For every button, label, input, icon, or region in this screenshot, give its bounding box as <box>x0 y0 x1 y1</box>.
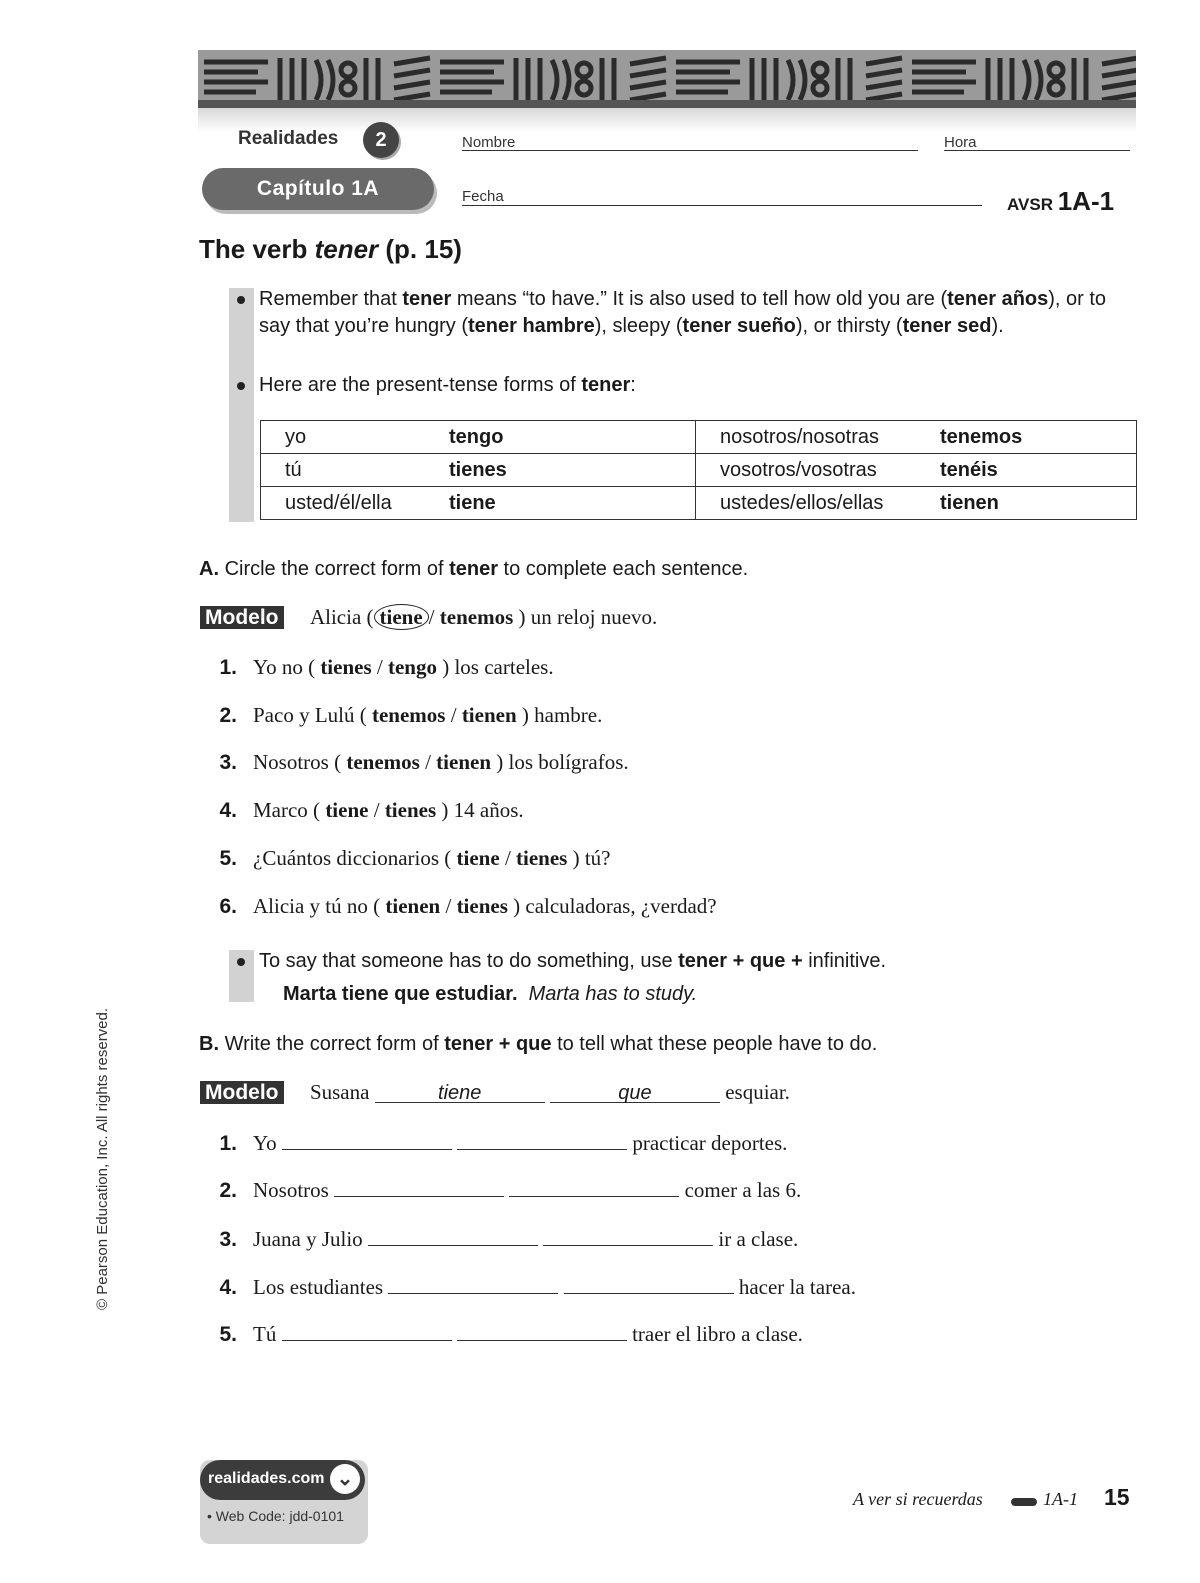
title-text: The verb <box>199 234 315 264</box>
title-verb: tener <box>314 234 379 264</box>
chevron-down-icon: ⌄ <box>330 1464 360 1494</box>
answer-blank[interactable] <box>543 1225 713 1246</box>
exercise-item: 2. Paco y Lulú ( tenemos / tienen ) hambre. <box>207 703 602 728</box>
conjugation-row <box>261 487 1137 520</box>
pronoun: ustedes/ellos/ellas <box>696 487 941 520</box>
item-number: 3. <box>219 1228 237 1251</box>
series-name: Realidades <box>238 128 339 149</box>
verb-form: tienen <box>940 487 1137 520</box>
answer-blank[interactable] <box>457 1320 627 1341</box>
item-number: 2. <box>219 1179 237 1202</box>
pronoun: yo <box>261 421 450 454</box>
item-number: 5. <box>219 1323 237 1346</box>
answer-blank[interactable] <box>509 1176 679 1197</box>
item-number: 1. <box>219 1132 237 1155</box>
exercise-item: 4. Los estudiantes hacer la tarea. <box>207 1273 856 1300</box>
web-code: • Web Code: jdd-0101 <box>207 1508 344 1524</box>
item-number: 4. <box>219 1276 237 1299</box>
modelo-label: Modelo <box>200 606 284 629</box>
chapter-badge: Capítulo 1A <box>202 168 434 210</box>
verb-form: tienes <box>449 454 696 487</box>
footer-section-code: 1A-1 <box>1043 1489 1078 1509</box>
exercise-item: 4. Marco ( tiene / tienes ) 14 años. <box>207 798 524 823</box>
exercise-item: 5. ¿Cuántos diccionarios ( tiene / tienes ) tú? <box>207 846 611 871</box>
item-number: 4. <box>219 799 237 822</box>
item-number: 3. <box>219 751 237 774</box>
choice-option[interactable]: tienen <box>461 703 517 727</box>
intro-bullet-1: Remember that tener means “to have.” It is also used to tell how old you are (tener años), or to say that you’re hungry (tener hambre), sleepy (tener sueño), or thirsty (tener sed). <box>259 288 1107 337</box>
exercise-item: 2. Nosotros comer a las 6. <box>207 1176 801 1203</box>
activity-code-number: 1A-1 <box>1057 186 1115 216</box>
note-sidebar <box>229 288 254 522</box>
pronoun: nosotros/nosotras <box>696 421 941 454</box>
conjugation-row <box>261 421 1137 454</box>
answer-blank[interactable] <box>457 1129 627 1150</box>
hora-label: Hora <box>944 134 977 151</box>
page-title <box>199 234 462 265</box>
exercise-item: 3. Nosotros ( tenemos / tienen ) los bolígrafos. <box>207 750 629 775</box>
answer-blank[interactable] <box>564 1273 734 1294</box>
fecha-label: Fecha <box>462 188 504 205</box>
hora-field[interactable] <box>944 150 1130 151</box>
answer-blank[interactable] <box>334 1176 504 1197</box>
exercise-item: 5. Tú traer el libro a clase. <box>207 1320 803 1347</box>
exercise-item: 1. Yo no ( tienes / tengo ) los carteles. <box>207 655 554 680</box>
conjugation-table <box>260 420 1137 520</box>
choice-option[interactable]: tenemos <box>371 703 446 727</box>
choice-option[interactable]: tienes <box>320 655 372 679</box>
page-number: 15 <box>1104 1484 1130 1510</box>
tener-que-note: To say that someone has to do something, use tener + que + infinitive. <box>259 950 887 972</box>
section-b-instructions: B. Write the correct form of tener + que to tell what these people have to do. <box>199 1033 878 1055</box>
item-number: 6. <box>219 895 237 918</box>
banner-fade <box>198 108 1136 132</box>
choice-option[interactable]: tienes <box>456 894 508 918</box>
item-number: 5. <box>219 847 237 870</box>
bullet-icon <box>237 296 245 304</box>
choice-option[interactable]: tiene <box>325 798 369 822</box>
verb-form: tiene <box>449 487 696 520</box>
intro-bullet-2: Here are the present-tense forms of tener: <box>259 374 636 396</box>
website-link[interactable] <box>200 1460 365 1500</box>
nombre-field[interactable] <box>462 150 918 151</box>
choice-option[interactable]: tengo <box>387 655 437 679</box>
verb-form: tengo <box>449 421 696 454</box>
title-page: (p. 15) <box>378 234 462 264</box>
pronoun: vosotros/vosotras <box>696 454 941 487</box>
fecha-field[interactable] <box>462 205 982 206</box>
activity-code <box>1007 186 1114 217</box>
footer-divider <box>1011 1498 1037 1506</box>
modelo-circled-answer: tiene <box>374 604 429 630</box>
website-text: realidades.com <box>208 1470 325 1487</box>
modelo-label: Modelo <box>200 1081 284 1104</box>
answer-blank[interactable] <box>388 1273 558 1294</box>
item-number: 1. <box>219 656 237 679</box>
verb-form: tenemos <box>940 421 1137 454</box>
section-a-instructions: A. Circle the correct form of tener to complete each sentence. <box>199 558 749 580</box>
verb-form: tenéis <box>940 454 1137 487</box>
activity-code-prefix: AVSR <box>1007 195 1053 214</box>
bullet-icon <box>237 958 245 966</box>
modelo-answer-2: que <box>550 1082 720 1103</box>
exercise-item: 6. Alicia y tú no ( tienen / tienes ) calculadoras, ¿verdad? <box>207 894 717 919</box>
footer-section-title: A ver si recuerdas <box>853 1489 983 1509</box>
exercise-item: 3. Juana y Julio ir a clase. <box>207 1225 798 1252</box>
pronoun: tú <box>261 454 450 487</box>
choice-option[interactable]: tienen <box>436 750 491 774</box>
conjugation-row <box>261 454 1137 487</box>
choice-option[interactable]: tienes <box>516 846 568 870</box>
nombre-label: Nombre <box>462 134 516 151</box>
answer-blank[interactable] <box>368 1225 538 1246</box>
answer-blank[interactable] <box>282 1320 452 1341</box>
bullet-icon <box>237 382 245 390</box>
choice-option[interactable]: tiene <box>456 846 500 870</box>
choice-option[interactable]: tienes <box>384 798 437 822</box>
pronoun: usted/él/ella <box>261 487 450 520</box>
choice-option[interactable]: tienen <box>385 894 441 918</box>
answer-blank[interactable] <box>282 1129 452 1150</box>
choice-option[interactable]: tenemos <box>346 750 420 774</box>
copyright-notice: © Pearson Education, Inc. All rights reserved. <box>94 1007 111 1310</box>
section-b-modelo: Modelo Susana tiene que esquiar. <box>200 1080 790 1106</box>
modelo-answer-1: tiene <box>375 1082 545 1103</box>
exercise-item: 1. Yo practicar deportes. <box>207 1129 787 1156</box>
item-number: 2. <box>219 704 237 727</box>
section-a-modelo: Modelo Alicia ( tiene / tenemos ) un reloj nuevo. <box>200 605 657 631</box>
tener-que-example: Marta tiene que estudiar. Marta has to study. <box>283 983 698 1005</box>
level-badge: 2 <box>363 122 399 158</box>
